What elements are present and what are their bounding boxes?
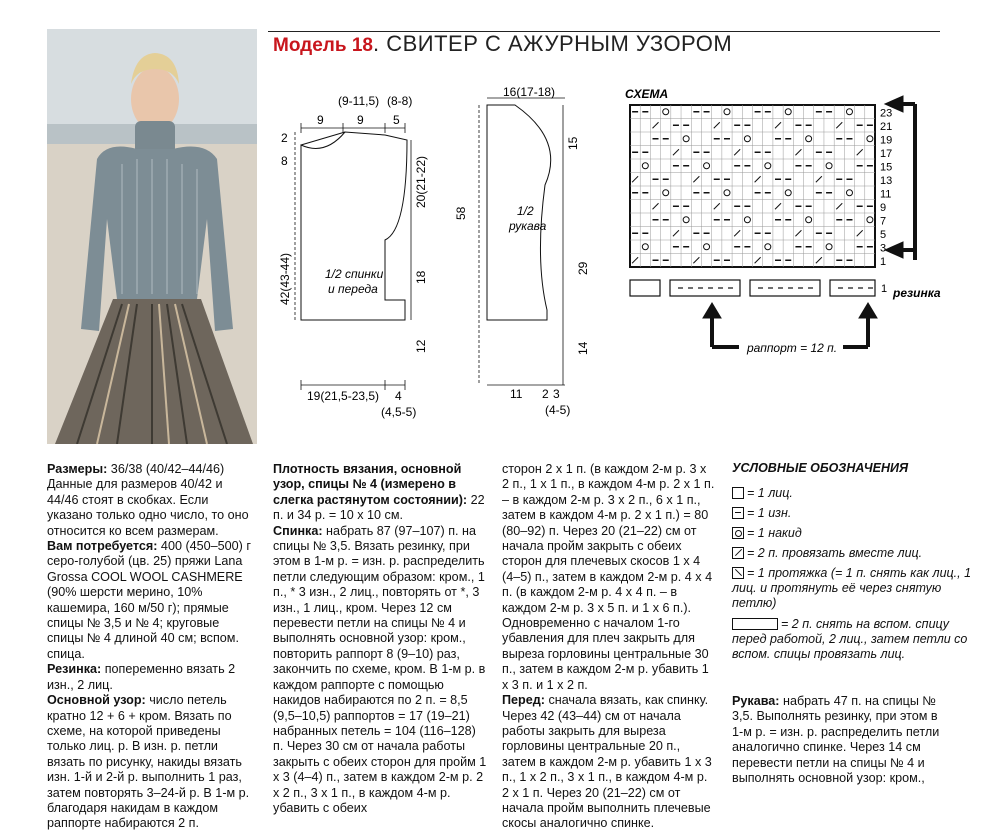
text-column-3: сторон 2 х 1 п. (в каждом 2-м р. 3 х 2 п., 1 х 1 п., в каждом 4-м р. 2 х 1 п. – в каждом 2-м р. 3 х 2 п., 6 х 1 п., затем в каждом 4-м р. 2 х 1 п.) = 80 (80–92) п. Через 20 (21–22) см от начала пройм закрыть с обеих сторон для плечевых скосов 1 х 4 (4–5) п., затем в каждом 2-м р. 4 х 4 п. (в каждом 2-м р. 4 х 4 п. – в каждом 2-м р. 3 х 5 п. и 1 х 6 п.). Одновременно с началом 1-го убавления для плеч закрыть для выреза горловины центральные 30 п., затем в каждом 2-м р. убавить 1 х 3 п. и 1 х 2 п. Перед: сначала вязать, как спинку. Через 42 (43–44) см от начала работы закрыть для выреза горловины центральные 20 п., затем в каждом 2-м р. убавить 1 х 3 п., 1 х 2 п., 3 х 1 п., в каждом 4-м р. 2 х 1 п. Через 20 (21–22) см от начала пройм выполнить плечевые скосы аналогично спинке. <box>502 462 715 831</box>
legend-knit: = 1 лиц. <box>732 486 793 501</box>
legend-title: УСЛОВНЫЕ ОБОЗНАЧЕНИЯ <box>732 461 909 475</box>
legend-purl: = 1 изн. <box>732 506 791 521</box>
dim-back-9: 9 <box>317 113 324 127</box>
svg-text:3: 3 <box>553 387 560 401</box>
skp-icon <box>732 567 744 579</box>
svg-text:4: 4 <box>395 389 402 403</box>
chart-row-number: 3 <box>880 242 887 255</box>
rib-label: резинка <box>893 286 941 300</box>
chart-row-number: 11 <box>880 188 892 201</box>
svg-text:18: 18 <box>414 270 428 284</box>
svg-text:42(43-44): 42(43-44) <box>278 252 292 305</box>
svg-text:(4-5): (4-5) <box>545 403 571 417</box>
chart-row-number: 9 <box>880 202 887 214</box>
chart-row-number: 1 <box>880 256 887 268</box>
svg-text:5: 5 <box>393 113 400 127</box>
chart-row-number: 17 <box>880 148 893 160</box>
text-column-1: Размеры: 36/38 (40/42–44/46) Данные для размеров 40/42 и 44/46 стоят в скобках. Если указано только одно число, то оно относится ко всем размерам. Вам потребуется: 400 (450–500) г серо-голубой (цв. 25) пряжи Lana Grossa COOL WOOL CASHMERE (90% шерсти мерино, 10% кашемира, 160 м/50 г); прямые спицы № 3,5 и № 4; круговые спицы № 4 длиной 40 см; вспом. спица. Резинка: попеременно вязать 2 изн., 2 лиц. Основной узор: число петель кратно 12 + 6 + кром. Вязать по схеме, на которой приведены только лиц. р. В изн. р. петли вязать по рисунку, накиды вязать изн. 1-й и 2-й р. выполнить 1 раз, затем повторять 3–24-й р. В 1-м р. благодаря накидам в каждом раппорте набираются 2 п. <box>47 462 251 831</box>
legend-skp: = 1 протяжка (= 1 п. снять как лиц., 1 лиц. и протянуть её через снятую петлю) <box>732 566 972 610</box>
cable-icon <box>732 618 778 630</box>
text-column-4: Рукава: набрать 47 п. на спицы № 3,5. Выполнять резинку, при этом в 1-м р. = изн. р. распределить петли аналогично спинке. Через 14 см перевести петли на спицы № 4 и выполнять основной узор: кром., <box>732 694 940 786</box>
svg-text:(9-11,5): (9-11,5) <box>338 94 380 108</box>
chart-row-number: 13 <box>880 175 893 187</box>
svg-text:58: 58 <box>454 206 468 220</box>
stitch-chart <box>630 105 875 267</box>
svg-text:16(17-18): 16(17-18) <box>503 85 556 99</box>
repeat-horizontal-label: раппорт = 12 п. <box>747 341 838 355</box>
svg-text:11: 11 <box>510 387 523 401</box>
legend-yo: = 1 накид <box>732 526 802 541</box>
svg-text:15: 15 <box>566 136 580 150</box>
chart-row-number: 19 <box>880 134 893 147</box>
svg-text:29: 29 <box>576 261 590 275</box>
svg-text:(4,5-5): (4,5-5) <box>381 405 417 419</box>
chart-row-number: 21 <box>880 121 893 133</box>
svg-text:12: 12 <box>414 339 428 353</box>
yarn-over-icon <box>732 527 744 539</box>
legend-k2tog: = 2 п. провязать вместе лиц. <box>732 546 922 561</box>
svg-text:1: 1 <box>881 283 888 295</box>
garment-name: СВИТЕР С АЖУРНЫМ УЗОРОМ <box>386 31 733 56</box>
svg-text:рукава: рукава <box>509 219 547 233</box>
svg-text:9: 9 <box>357 113 364 127</box>
svg-text:20(21-22): 20(21-22) <box>414 155 428 208</box>
chart-row-number: 5 <box>880 229 887 241</box>
svg-text:(8-8): (8-8) <box>387 94 413 108</box>
svg-text:1/2: 1/2 <box>517 204 534 218</box>
chart-row-number: 15 <box>880 161 893 174</box>
svg-text:2: 2 <box>542 387 549 401</box>
model-number: Модель 18 <box>273 35 373 56</box>
page-title: Модель 18. СВИТЕР С АЖУРНЫМ УЗОРОМ <box>273 31 733 56</box>
model-photo <box>47 29 257 444</box>
svg-text:и переда: и переда <box>328 282 378 296</box>
chart-row-number: 23 <box>880 107 893 120</box>
svg-text:2: 2 <box>281 131 288 145</box>
svg-text:8: 8 <box>281 154 288 168</box>
text-column-2: Плотность вязания, основной узор, спицы № 4 (измерено в слегка растянутом состоянии): 22 п. и 34 р. = 10 х 10 см. Спинка: набрать 87 (97–107) п. на спицы № 3,5. Вязать резинку, при этом в 1-м р. = изн. р. распределить петли следующим образом: кром., 1 п., * 3 изн., 2 лиц., повторять от *, 3 изн., 1 лиц., кром. Через 12 см перевести петли на спицы № 4 и выполнять основной узор: кром., повторить раппорт 8 (9–10) раз, закончить по схеме, кром. В 1-м р. в каждом раппорте с помощью накидов набираются по 2 п. = 8,5 (9,5–10,5) раппортов = 17 (19–21) набранных петель = 104 (116–128) п. Через 30 см от начала работы закрыть с обеих сторон для пройм 1 х 3 (4–4) п., затем в каждом 2-м р. 2 х 2 п., 3 х 1 п., в каждом 4-м р. убавить с обеих <box>273 462 487 815</box>
knit-icon <box>732 487 744 499</box>
k2tog-icon <box>732 547 744 559</box>
purl-icon <box>732 507 744 519</box>
legend-cable: = 2 п. снять на вспом. спицу перед работой, 2 лиц., затем петли со вспом. спицы провязать лиц. <box>732 617 968 661</box>
svg-text:1/2 спинки: 1/2 спинки <box>325 267 384 281</box>
svg-text:19(21,5-23,5): 19(21,5-23,5) <box>307 389 380 403</box>
pattern-diagrams <box>265 60 950 420</box>
chart-title: СХЕМА <box>625 87 669 101</box>
chart-row-number: 7 <box>880 215 887 228</box>
svg-text:14: 14 <box>576 341 590 355</box>
